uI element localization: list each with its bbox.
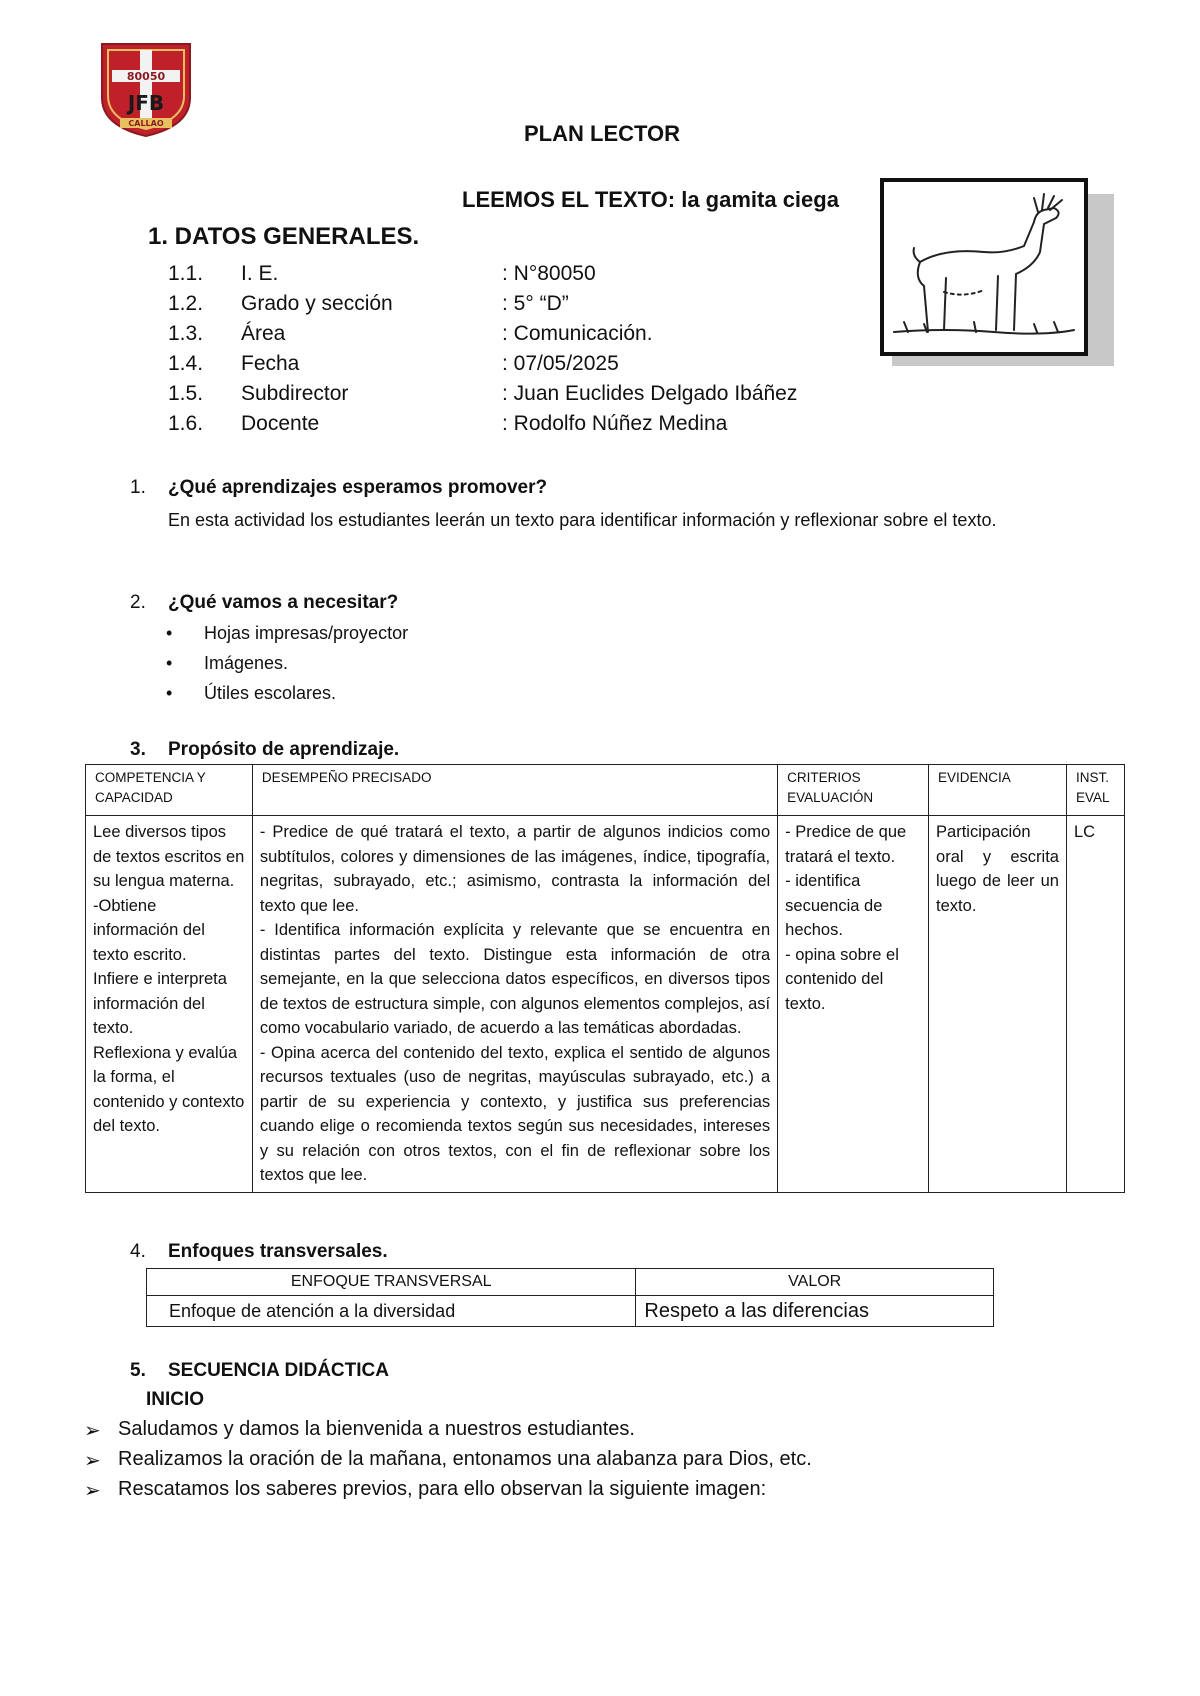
section-1-title: ¿Qué aprendizajes esperamos promover? xyxy=(168,477,548,498)
datos-value: : Comunicación. xyxy=(502,322,653,345)
section-2-number: 2. xyxy=(130,592,146,613)
datos-label: I. E. xyxy=(241,262,279,285)
desempeno-cell xyxy=(252,816,777,1193)
table-header: DESEMPEÑO PRECISADO xyxy=(252,765,777,816)
datos-value: : 07/05/2025 xyxy=(502,352,619,375)
table-header-row xyxy=(86,765,1125,816)
table-header: VALOR xyxy=(636,1269,994,1296)
datos-generales-heading: 1. DATOS GENERALES. xyxy=(148,223,420,250)
datos-value: : 5° “D” xyxy=(502,292,569,315)
section-3-title: Propósito de aprendizaje. xyxy=(168,739,400,760)
datos-num: 1.3. xyxy=(168,322,204,345)
criterios-cell: - Predice de que tratará el texto. - identifica secuencia de hechos. - opina sobre el contenido del texto. xyxy=(778,816,929,1193)
bullet: • xyxy=(166,623,173,643)
section-1-number: 1. xyxy=(130,477,146,498)
datos-num: 1.2. xyxy=(168,292,204,315)
section-5-title: SECUENCIA DIDÁCTICA xyxy=(168,1360,389,1381)
datos-label: Grado y sección xyxy=(241,292,393,315)
table-row xyxy=(147,1296,994,1327)
datos-num: 1.5. xyxy=(168,382,204,405)
arrow-bullet-icon: ➢ xyxy=(84,1480,101,1502)
svg-text:CALLAO: CALLAO xyxy=(128,119,164,128)
section-3-number: 3. xyxy=(130,739,146,760)
table-header-row xyxy=(147,1269,994,1296)
datos-label: Subdirector xyxy=(241,382,349,405)
bullet: • xyxy=(166,683,173,703)
datos-label: Área xyxy=(241,322,286,345)
datos-label: Docente xyxy=(241,412,320,435)
section-4-title: Enfoques transversales. xyxy=(168,1241,388,1262)
page-title: PLAN LECTOR xyxy=(524,121,681,146)
datos-label: Fecha xyxy=(241,352,300,375)
evidencia-cell: Participación oral y escrita luego de leer un texto. xyxy=(929,816,1067,1193)
inst-eval-cell: LC xyxy=(1066,816,1124,1193)
section-1-text: En esta actividad los estudiantes leerán un texto para identificar información y reflexionar sobre el texto. xyxy=(168,510,997,530)
inicio-heading: INICIO xyxy=(146,1389,205,1410)
section-4-number: 4. xyxy=(130,1241,146,1262)
school-logo xyxy=(98,40,194,138)
desempeno-item: - Opina acerca del contenido del texto, explica el sentido de algunos recursos textuales (uso de negritas, mayúsculas subrayado, etc.) a partir de su experiencia y contexto, y justifica sus preferencias cuando elige o recomienda textos según sus necesidades, intereses y su relación con otros textos, con el fin de reflexionar sobre los textos que lee. xyxy=(259,1043,771,1184)
valor-cell: Respeto a las diferencias xyxy=(636,1296,994,1327)
table-header: EVIDENCIA xyxy=(929,765,1067,816)
enfoque-cell: Enfoque de atención a la diversidad xyxy=(147,1296,636,1327)
bullet: • xyxy=(166,653,173,673)
table-row xyxy=(86,816,1125,1193)
desempeno-item: - Identifica información explícita y relevante que se encuentra en distintas partes del texto. Distingue esta información de otra semejante, en la que selecciona datos específicos, en diversos tipos de textos de estructura simple, con algunos elementos complejos, así como vocabulario variado, de acuerdo a las temáticas abordadas. xyxy=(259,921,771,1037)
arrow-bullet-icon: ➢ xyxy=(84,1420,101,1442)
section-2-title: ¿Qué vamos a necesitar? xyxy=(168,592,399,613)
section-5-number: 5. xyxy=(130,1360,146,1381)
deer-illustration xyxy=(880,178,1116,368)
enfoques-table xyxy=(146,1268,994,1327)
table-header: CRITERIOS EVALUACIÓN xyxy=(778,765,929,816)
proposito-table xyxy=(85,764,1125,1193)
reading-subtitle: LEEMOS EL TEXTO: la gamita ciega xyxy=(462,187,839,212)
table-header: COMPETENCIA Y CAPACIDAD xyxy=(86,765,253,816)
datos-num: 1.1. xyxy=(168,262,204,285)
datos-value: : Juan Euclides Delgado Ibáñez xyxy=(502,382,798,405)
datos-num: 1.4. xyxy=(168,352,204,375)
arrow-bullet-icon: ➢ xyxy=(84,1450,101,1472)
table-header: INST. EVAL xyxy=(1066,765,1124,816)
svg-text:80050: 80050 xyxy=(126,70,166,83)
datos-num: 1.6. xyxy=(168,412,204,435)
table-header: ENFOQUE TRANSVERSAL xyxy=(147,1269,636,1296)
competencia-cell: Lee diversos tipos de textos escritos en su lengua materna. -Obtiene información del texto escrito. Infiere e interpreta información del texto. Reflexiona y evalúa la forma, el contenido y contexto del texto. xyxy=(86,816,253,1193)
desempeno-item: - Predice de qué tratará el texto, a partir de algunos indicios como subtítulos, colores y dimensiones de las imágenes, índice, tipografía, negritas, subrayado, etc.; asimismo, contrasta la información del texto que lee. xyxy=(259,823,771,915)
svg-text:JFB: JFB xyxy=(127,91,165,115)
datos-value: : Rodolfo Núñez Medina xyxy=(502,412,728,435)
datos-value: : N°80050 xyxy=(502,262,596,285)
